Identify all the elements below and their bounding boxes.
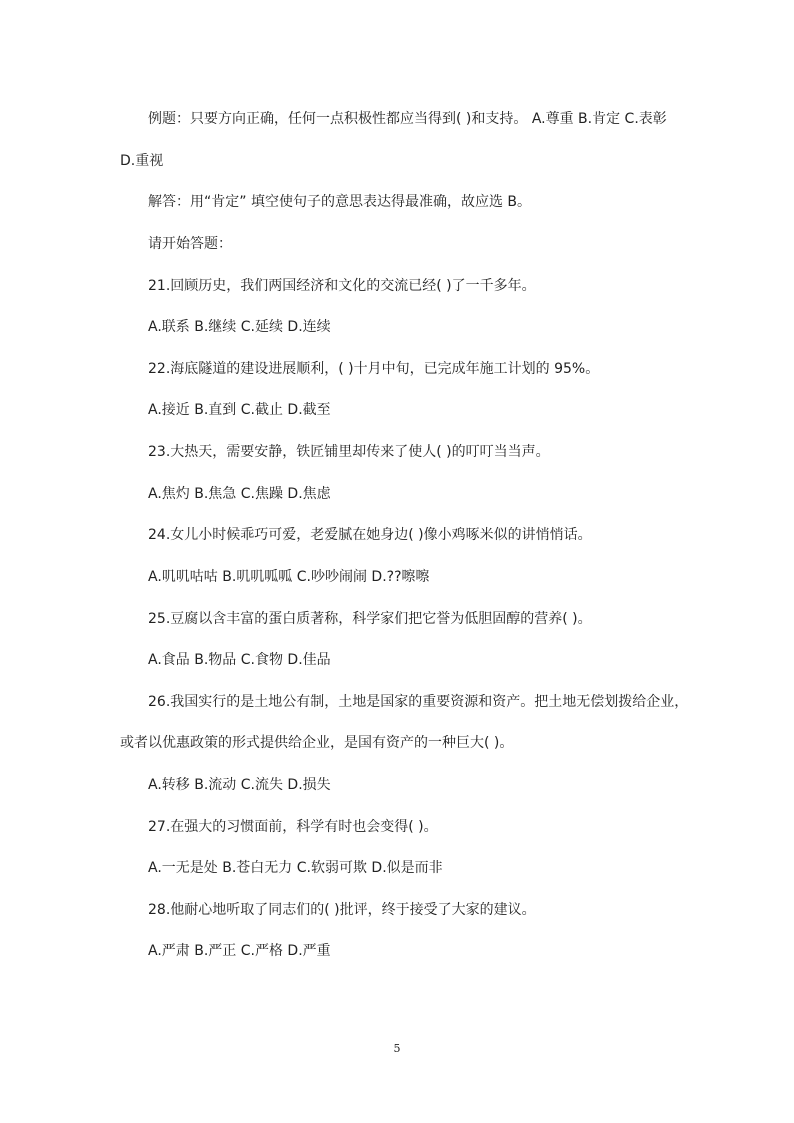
question-22-stem: 22.海底隧道的建设进展顺利，( )十月中旬，已完成年施工计划的 95%。 (148, 361, 600, 377)
example-question-line2: D.重视 (120, 153, 164, 169)
example-question-line1: 例题：只要方向正确，任何一点积极性都应当得到( )和支持。 A.尊重 B.肯定 C.表彰 (148, 111, 667, 127)
page-number: 5 (393, 1042, 401, 1055)
question-25-options: A.食品 B.物品 C.食物 D.佳品 (148, 652, 331, 668)
question-26-stem: 26.我国实行的是土地公有制，土地是国家的重要资源和资产。把土地无偿划拨给企业， (148, 694, 689, 710)
question-24-options: A.叽叽咕咕 B.叽叽呱呱 C.吵吵闹闹 D.??嚓嚓 (148, 569, 430, 585)
question-23-options: A.焦灼 B.焦急 C.焦躁 D.焦虑 (148, 486, 331, 502)
question-24-stem: 24.女儿小时候乖巧可爱，老爱腻在她身边( )像小鸡啄米似的讲悄悄话。 (148, 527, 592, 543)
question-27-options: A.一无是处 B.苍白无力 C.软弱可欺 D.似是而非 (148, 860, 443, 876)
question-21-options: A.联系 B.继续 C.延续 D.连续 (148, 319, 331, 335)
question-28-stem: 28.他耐心地听取了同志们的( )批评，终于接受了大家的建议。 (148, 902, 536, 918)
question-26-stem-continued: 或者以优惠政策的形式提供给企业，是国有资产的一种巨大( )。 (120, 735, 514, 751)
question-27-stem: 27.在强大的习惯面前，科学有时也会变得( )。 (148, 819, 438, 835)
question-21-stem: 21.回顾历史，我们两国经济和文化的交流已经( )了一千多年。 (148, 278, 536, 294)
start-prompt: 请开始答题： (148, 236, 232, 252)
example-answer: 解答：用“肯定” 填空使句子的意思表达得最准确，故应选 B。 (148, 194, 532, 210)
question-25-stem: 25.豆腐以含丰富的蛋白质著称，科学家们把它誉为低胆固醇的营养( )。 (148, 611, 592, 627)
question-28-options: A.严肃 B.严正 C.严格 D.严重 (148, 943, 331, 959)
question-22-options: A.接近 B.直到 C.截止 D.截至 (148, 402, 331, 418)
question-26-options: A.转移 B.流动 C.流失 D.损失 (148, 777, 331, 793)
question-23-stem: 23.大热天，需要安静，铁匠铺里却传来了使人( )的叮叮当当声。 (148, 444, 550, 460)
